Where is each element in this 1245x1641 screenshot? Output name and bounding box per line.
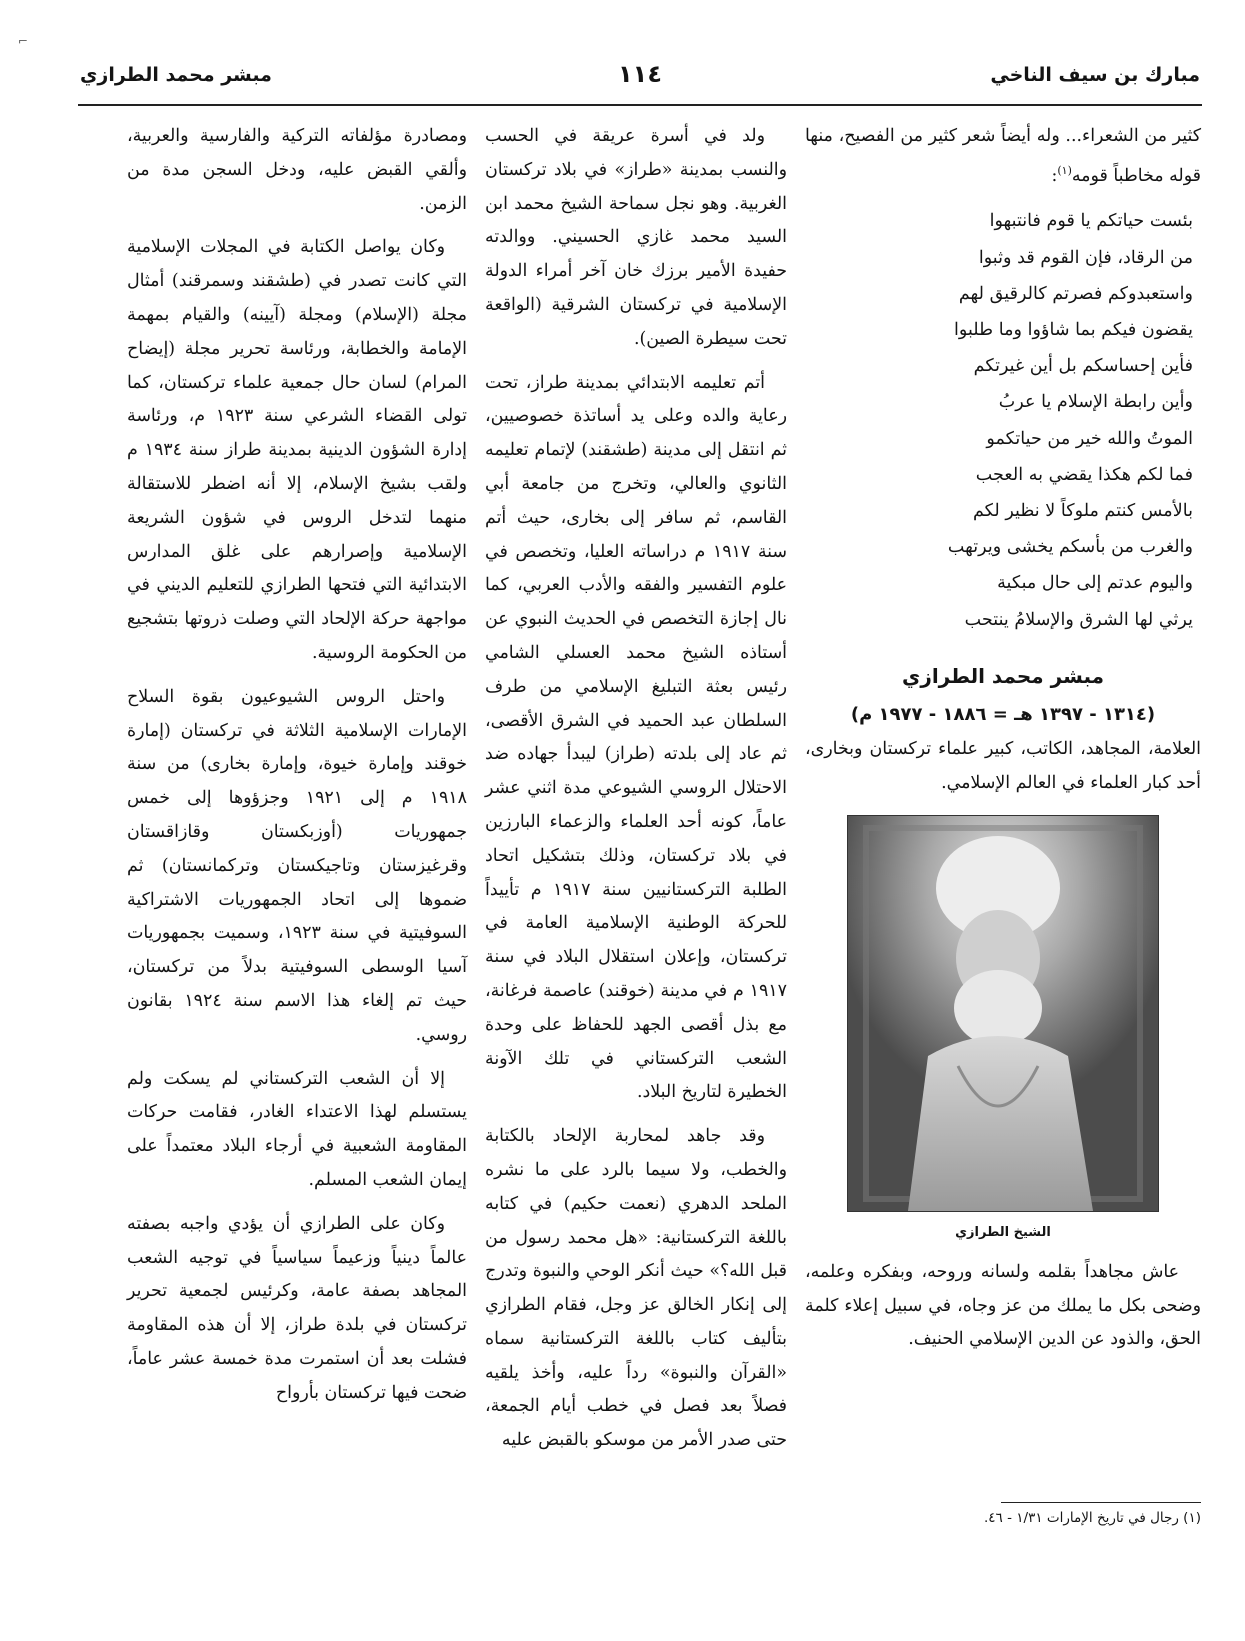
footnote-rule <box>1001 1502 1201 1503</box>
poem-verse: فما لكم هكذا يقضي به العجب <box>975 464 1193 485</box>
poem-intro <box>805 120 1201 193</box>
biography-description: العلامة، المجاهد، الكاتب، كبير علماء تركستان وبخارى، أحد كبار العلماء في العالم الإسلامي. <box>805 739 1201 794</box>
paragraph: ولد في أسرة عريقة في الحسب والنسب بمدينة «طراز» في بلاد تركستان الغربية. وهو نجل سماحة الشيخ محمد ابن السيد محمد غازي الحسيني. ووالدته حفيدة الأمير برزك خان آخر أمراء الدولة الإسلامية في تركستان الشرقية (الواقعة تحت سيطرة الصين). <box>485 126 787 349</box>
page-number: ١١٤ <box>618 60 662 88</box>
poem-verse: وأين رابطة الإسلام يا عربُ <box>998 392 1193 413</box>
paragraph: أتم تعليمه الابتدائي بمدينة طراز، تحت رعاية والده وعلى يد أساتذة خصوصيين، ثم انتقل إلى مدينة (طشقند) لإتمام تعليمه الثانوي والعالي، وتخرج من جامعة أبي القاسم، ثم سافر إلى بخارى، حيث أتم سنة ١٩١٧ م دراساته العليا، وتخصص في علوم التفسير والفقه والأدب العربي، كما نال إجازة التخصص في الحديث النبوي عن أستاذه الشيخ محمد العسلي الشامي رئيس بعثة التبليغ الإسلامي من طرف السلطان عبد الحميد في الشرق الأقصى، ثم عاد إلى بلدته (طراز) ليبدأ جهاده ضد الاحتلال الروسي الشيوعي مدة اثني عشر عاماً، كونه أحد العلماء والزعماء البارزين في بلاد تركستان، وذلك بتشكيل اتحاد الطلبة التركستانيين سنة ١٩١٧ م تأييداً للحركة الوطنية الإسلامية العامة في تركستان، وإعلان استقلال البلاد في سنة ١٩١٧ م في مدينة (خوقند) عاصمة فرغانة، مع بذل أقصى الجهد للحفاظ على وحدة الشعب التركستاني في تلك الآونة الخطيرة لتاريخ البلاد. <box>485 372 787 1103</box>
paragraph: إلا أن الشعب التركستاني لم يسكت ولم يستسلم لهذا الاعتداء الغادر، فقامت حركات المقاومة الشعبية في أرجاء البلاد معتمداً على إيمان الشعب المسلم. <box>127 1068 467 1190</box>
poem-verse: والغرب من بأسكم يخشى ويرتهب <box>947 537 1193 558</box>
footnote: (١) رجال في تاريخ الإمارات ١/٣١ - ٤٦. <box>984 1510 1201 1526</box>
poem-intro-text: كثير من الشعراء... وله أيضاً شعر كثير من الفصيح، منها قوله مخاطباً قومه <box>805 126 1201 186</box>
paragraph: واحتل الروس الشيوعيون بقوة السلاح الإمارات الإسلامية الثلاثة في تركستان (إمارة خوقند وإمارة خيوة، وإمارة بخارى) من سنة ١٩١٨ م إلى ١٩٢١ وجزؤوها إلى خمس جمهوريات (أوزبكستان وقازاقستان وقرغيزستان وتاجيكستان وتركمانستان) ثم ضموها إلى اتحاد الجمهوريات الاشتراكية السوفيتية في سنة ١٩٢٣، وسميت بجمهوريات آسيا الوسطى السوفيتية بدلاً من تركستان، حيث تم إلغاء هذا الاسم سنة ١٩٢٤ بقانون روسي. <box>127 686 468 1045</box>
poem-verse: بئست حياتكم يا قوم فانتبهوا <box>989 211 1193 232</box>
column-middle <box>485 120 787 1468</box>
poem-verse: بالأمس كنتم ملوكاً لا نظير لكم <box>972 501 1193 522</box>
poem-verse: فأين إحساسكم بل أين غيرتكم <box>973 356 1193 377</box>
poem <box>805 203 1201 637</box>
paragraph: وكان يواصل الكتابة في المجلات الإسلامية التي كانت تصدر في (طشقند وسمرقند) أمثال مجلة (الإسلام) ومجلة (آيينه) والقيام بمهمة الإمامة والخطابة، ورئاسة تحرير مجلة (إيضاح المرام) لسان حال جمعية علماء تركستان، كما تولى القضاء الشرعي سنة ١٩٢٣ م، ورئاسة إدارة الشؤون الدينية بمدينة طراز سنة ١٩٣٤ م ولقب بشيخ الإسلام، إلا أنه اضطر للاستقالة منهما لتدخل الروس في شؤون الشريعة الإسلامية وإصرارهم على غلق المدارس الابتدائية التي فتحها الطرازي للتعليم الديني في مواجهة حركة الإلحاد التي وصلت ذروتها بتشجيع من الحكومة الروسية. <box>127 237 467 663</box>
biography-title: مبشر محمد الطرازي <box>901 663 1104 688</box>
paragraph: وقد جاهد لمحاربة الإلحاد بالكتابة والخطب، ولا سيما بالرد على ما نشره الملحد الدهري (نعمت حكيم) في كتابه باللغة التركستانية: «هل محمد رسول من قبل الله؟» حيث أنكر الوحي والنبوة وتدرج إلى إنكار الخالق عز وجل، فقام الطرازي بتأليف كتاب باللغة التركستانية سماه «القرآن والنبوة» رداً عليه، وأخذ يلقيه فصلاً بعد فصل في خطب أيام الجمعة، حتى صدر الأمر من موسكو بالقبض عليه <box>485 1126 787 1451</box>
biography-paragraph: عاش مجاهداً بقلمه ولسانه وروحه، وبفكره وعلمه، وضحى بكل ما يملك من عز وجاه، في سبيل إعلاء كلمة الحق، والذود عن الدين الإسلامي الحنيف. <box>805 1261 1201 1350</box>
scan-corner-mark: ⌐ <box>18 34 29 48</box>
poem-verse: من الرقاد، فإن القوم قد وثبوا <box>978 247 1193 268</box>
column-left <box>127 120 467 1420</box>
poem-verse: واستعبدوكم فصرتم كالرقيق لهم <box>958 283 1193 304</box>
paragraph: ومصادرة مؤلفاته التركية والفارسية والعربية، وألقي القبض عليه، ودخل السجن مدة من الزمن. <box>127 126 467 214</box>
poem-verse: يقضون فيكم بما شاؤوا وما طلبوا <box>954 320 1193 340</box>
poem-verse: الموتُ والله خير من حياتكمو <box>986 428 1193 449</box>
running-header <box>80 60 1200 102</box>
portrait-image <box>848 816 1158 1211</box>
biography-dates: (١٣١٤ - ١٣٩٧ هـ = ١٨٨٦ - ١٩٧٧ م) <box>850 703 1156 725</box>
column-right <box>805 120 1201 1367</box>
header-author: مبارك بن سيف الناخي <box>990 64 1200 86</box>
photo-caption: الشيخ الطرازي <box>955 1225 1051 1241</box>
footnote-marker: (١) <box>1057 163 1072 177</box>
poem-verse: يرثي لها الشرق والإسلامُ ينتحب <box>964 609 1193 630</box>
header-rule <box>78 104 1202 106</box>
paragraph: وكان على الطرازي أن يؤدي واجبه بصفته عالماً دينياً وزعيماً سياسياً في توجيه الشعب المجاهد بصفة عامة، وكرئيس لجمعية تحرير تركستان في بلدة طراز، إلا أن هذه المقاومة فشلت بعد أن استمرت مدة خمسة عشر عاماً، ضحت فيها تركستان بأرواح <box>127 1213 467 1403</box>
poem-intro-end: : <box>1051 165 1058 186</box>
portrait-photo <box>847 815 1159 1212</box>
header-entry-title: مبشر محمد الطرازي <box>80 64 272 86</box>
poem-verse: واليوم عدتم إلى حال مبكية <box>997 573 1193 594</box>
